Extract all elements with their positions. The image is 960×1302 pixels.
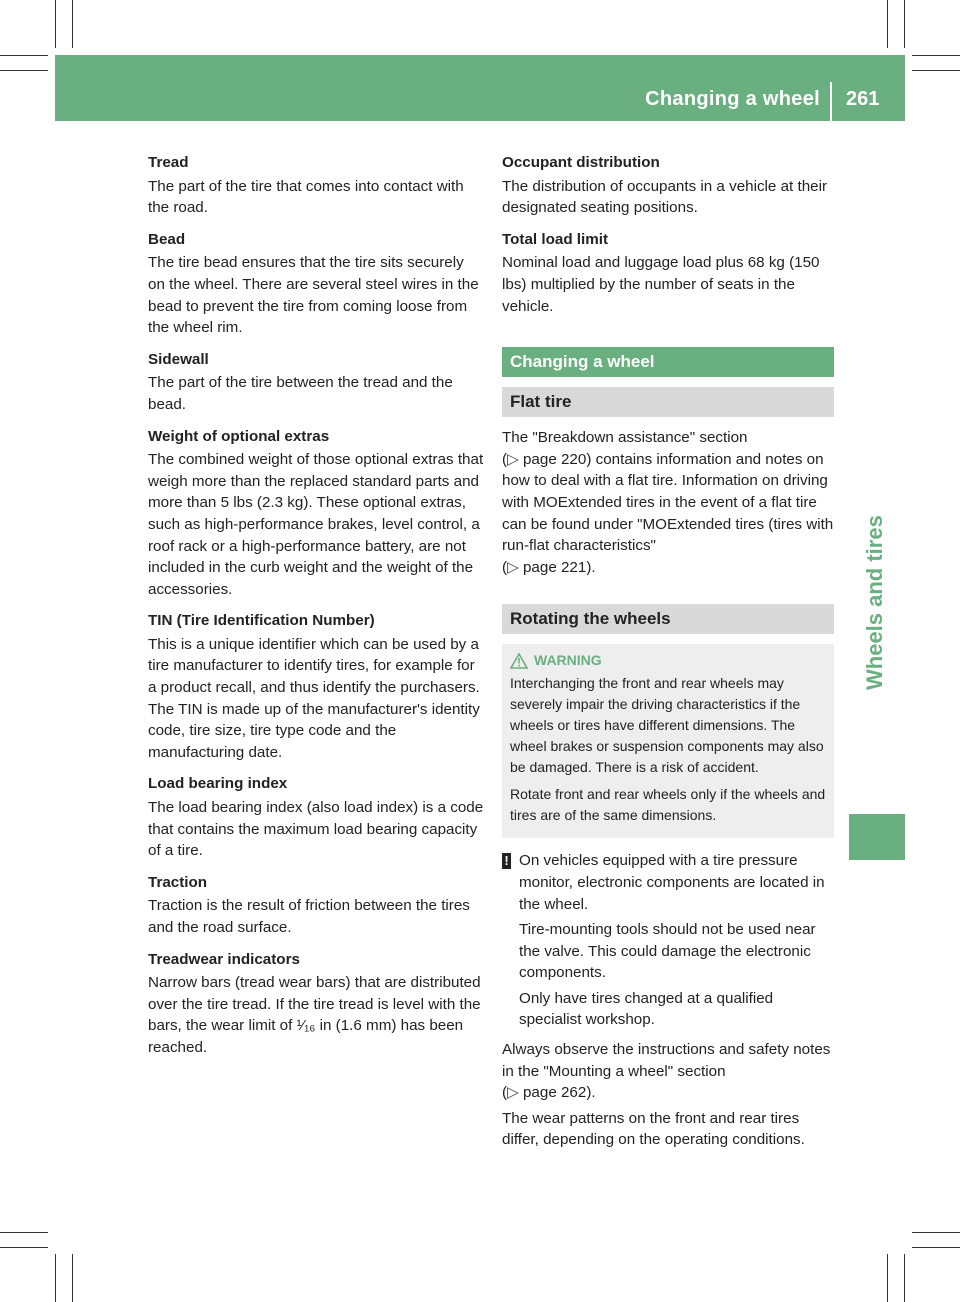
note-text: Tire-mounting tools should not be used near the valve. This could damage the electronic components. (519, 921, 816, 982)
warning-box (502, 644, 834, 838)
warning-triangle-icon (510, 653, 528, 669)
crop-mark (55, 1254, 56, 1302)
crop-mark (0, 1232, 48, 1233)
term-heading: Traction (148, 873, 208, 891)
term-definition: The combined weight of those optional extras that weigh more than the replaced standard parts and more than 5 lbs (2.3 kg). These optional extras, such as high-performance brakes, level control, a roof rack or a high-performance battery, are not included in the curb weight and the weight of the accessories. (148, 451, 484, 598)
header-divider (830, 82, 832, 121)
warning-text: Rotate front and rear wheels only if the wheels and tires are of the same dimensions. (510, 786, 826, 824)
crop-mark (912, 1232, 960, 1233)
crop-mark (912, 55, 960, 56)
term-definition: The distribution of occupants in a vehicle at their designated seating positions. (502, 177, 828, 217)
term-definition: The load bearing index (also load index) is a code that contains the maximum load bearing capacity of a tire. (148, 799, 484, 860)
page-title: Changing a wheel (645, 88, 820, 110)
page-ref-arrow-icon: ▷ (507, 558, 519, 576)
term-definition: Traction is the result of friction between the tires and the road surface. (148, 897, 470, 936)
page-ref-arrow-icon: ▷ (507, 450, 519, 468)
term-definition: The tire bead ensures that the tire sits securely on the wheel. There are several steel wires in the bead to prevent the tire from coming loose from the wheel rim. (148, 254, 479, 337)
term-definition: This is a unique identifier which can be used by a tire manufacturer to identify tires, for example for a product recall, and thus identify the purchasers. The TIN is made up of the manufacturer's identity code, tire size, tire type code and the manufacturing date. (148, 635, 480, 761)
crop-mark (0, 70, 48, 71)
warning-title: WARNING (510, 650, 826, 671)
flat-tire-text: The "Breakdown assistance" section (▷ page 220) contains information and notes on how to deal with a flat tire. Information on driving with MOExtended tires in the event of a flat tire can be found under "MOExtended tires (tires with run-flat characteristics" (▷ page 221). (502, 429, 834, 576)
crop-mark (72, 0, 73, 48)
warning-text: Interchanging the front and rear wheels may severely impair the driving characteristics if the wheels or tires have different dimensions. The wheel brakes or suspension components may also be damaged. There is a risk of accident. (510, 675, 824, 776)
term-definition: Narrow bars (tread wear bars) that are distributed over the tire tread. If the tire tread is level with the bars, the wear limit of ¹⁄₁₆ in (1.6 mm) has been reached. (148, 974, 481, 1056)
crop-mark (887, 0, 888, 48)
crop-mark (912, 70, 960, 71)
term-definition: Nominal load and luggage load plus 68 kg (150 lbs) multiplied by the number of seats in the vehicle. (502, 254, 820, 315)
term-definition: The part of the tire between the tread and the bead. (148, 374, 453, 413)
note-block (502, 850, 834, 1035)
term-heading: Occupant distribution (502, 154, 660, 171)
crop-mark (887, 1254, 888, 1302)
closing-text: The wear patterns on the front and rear tires differ, depending on the operating conditions. (502, 1109, 805, 1149)
term-heading: Weight of optional extras (148, 427, 330, 445)
crop-mark (0, 1247, 48, 1248)
term-heading: Treadwear indicators (148, 950, 300, 968)
page-ref-arrow-icon: ▷ (507, 1084, 519, 1102)
term-heading: Total load limit (502, 230, 609, 248)
chapter-tab: Wheels and tires (862, 515, 887, 690)
term-heading: TIN (Tire Identification Number) (148, 612, 375, 630)
page-reference[interactable]: page 221). (522, 558, 596, 576)
page-number: 261 (846, 88, 880, 110)
subsection-heading-flat-tire: Flat tire (502, 387, 834, 417)
page-reference[interactable]: page 262). (522, 1084, 596, 1102)
closing-text: Always observe the instructions and safety notes in the "Mounting a wheel" section (▷ page 262). (502, 1041, 831, 1102)
crop-mark (904, 0, 905, 48)
page-reference[interactable]: page 220) contains information and notes on how to deal with a flat tire. Information on driving with MOExtended tires in the event of a flat tire can be found under "MOExtended tires (tires with run-flat characteristics" (502, 450, 834, 555)
term-heading: Sidewall (148, 350, 209, 368)
crop-mark (912, 1247, 960, 1248)
term-heading: Bead (148, 230, 186, 248)
subsection-heading-rotating-wheels: Rotating the wheels (502, 604, 834, 634)
crop-mark (55, 0, 56, 48)
crop-mark (904, 1254, 905, 1302)
exclamation-icon: ! (502, 853, 511, 869)
term-definition: The part of the tire that comes into contact with the road. (148, 177, 464, 217)
note-text: Only have tires changed at a qualified specialist workshop. (519, 989, 774, 1029)
right-column (502, 152, 834, 1151)
term-heading: Tread (148, 154, 189, 171)
crop-mark (0, 55, 48, 56)
note-text: On vehicles equipped with a tire pressure monitor, electronic components are located in the wheel. (519, 852, 825, 913)
section-heading-changing-wheel: Changing a wheel (502, 347, 834, 377)
chapter-marker (849, 814, 905, 860)
term-heading: Load bearing index (148, 775, 288, 793)
left-column (148, 152, 484, 1069)
crop-mark (72, 1254, 73, 1302)
